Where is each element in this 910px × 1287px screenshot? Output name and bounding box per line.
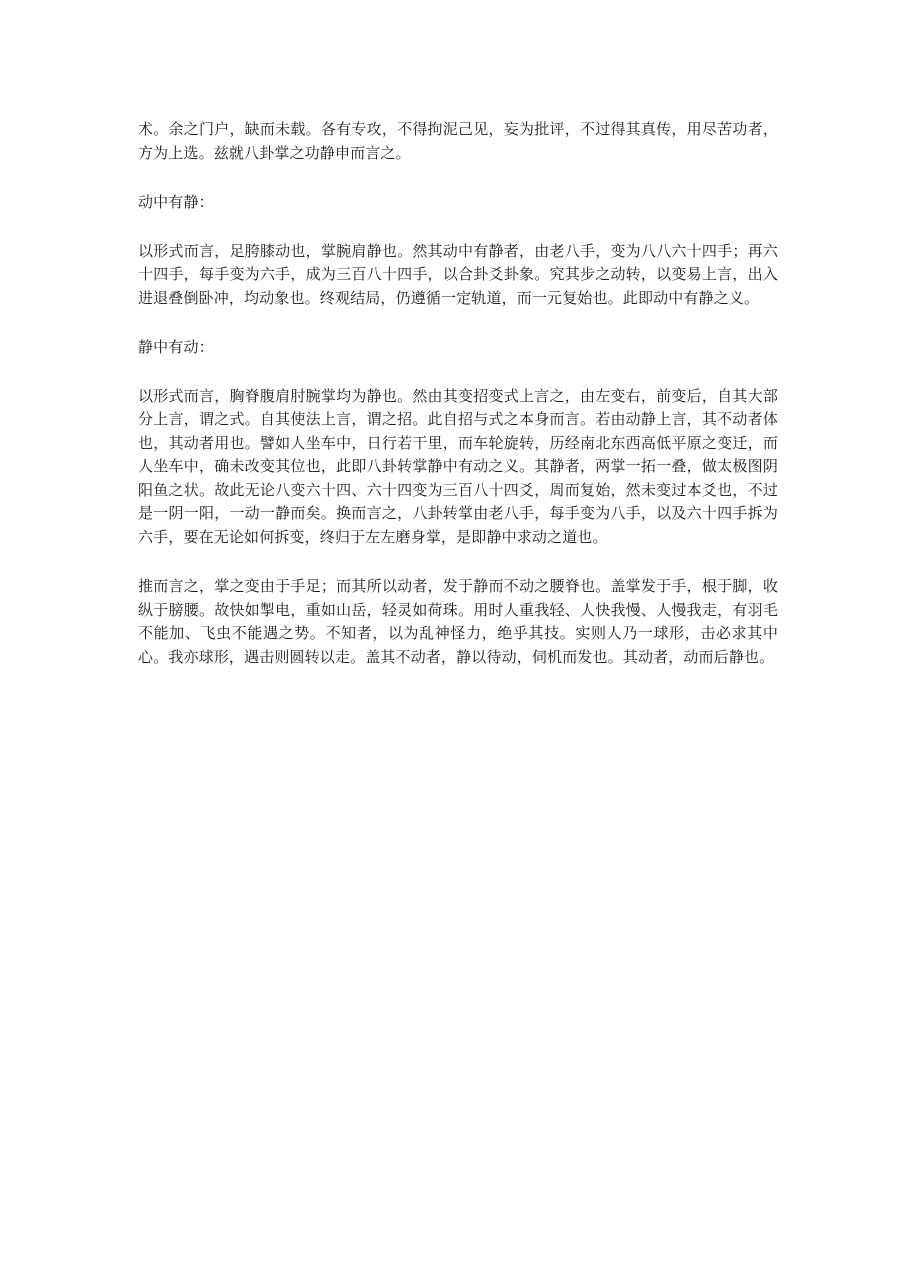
section-heading-motion-in-stillness: 动中有静：: [138, 193, 214, 211]
paragraph-conclusion: 推而言之，掌之变由于手足；而其所以动者，发于静而不动之腰脊也。盖掌发于手，根于脚，收纵于膀腰。故快如掣电，重如山岳，轻灵如荷珠。用时人重我轻、人快我慢、人慢我走，有羽毛不能加、飞虫不能遇之势。不知者，以为乱神怪力，绝乎其技。实则人乃一球形，击必求其中心。我亦球形，遇击则圆转以走。盖其不动者，静以待动，伺机而发也。其动者，动而后静也。: [138, 577, 778, 666]
document-body: [138, 118, 778, 669]
paragraph-motion-in-stillness: 以形式而言，足胯膝动也，掌腕肩静也。然其动中有静者，由老八手，变为八八六十四手；再六十四手，每手变为六手，成为三百八十四手，以合卦爻卦象。究其步之动转，以变易上言，出入进退叠倒卧冲，均动象也。终观结局，仍遵循一定轨道，而一元复始也。此即动中有静之义。: [138, 241, 778, 307]
section-heading-stillness-in-motion: 静中有动：: [138, 338, 214, 356]
intro-paragraph: 术。余之门户，缺而未载。各有专攻，不得拘泥己见，妄为批评，不过得其真传，用尽苦功者，方为上选。兹就八卦掌之功静申而言之。: [138, 120, 778, 162]
paragraph-stillness-in-motion: 以形式而言，胸脊腹肩肘腕掌均为静也。然由其变招变式上言之，由左变右，前变后，自其大部分上言，谓之式。自其使法上言，谓之招。此自招与式之本身而言。若由动静上言，其不动者体也，其动者用也。譬如人坐车中，日行若干里，而车轮旋转，历经南北东西高低平原之变迁，而人坐车中，确未改变其位也，此即八卦转掌静中有动之义。其静者，两掌一拓一叠，做太极图阴阳鱼之状。故此无论八变六十四、六十四变为三百八十四爻，周而复始，然未变过本爻也，不过是一阴一阳，一动一静而矣。换而言之，八卦转掌由老八手，每手变为八手，以及六十四手拆为六手，要在无论如何拆变，终归于左左磨身掌，是即静中求动之道也。: [138, 386, 778, 546]
